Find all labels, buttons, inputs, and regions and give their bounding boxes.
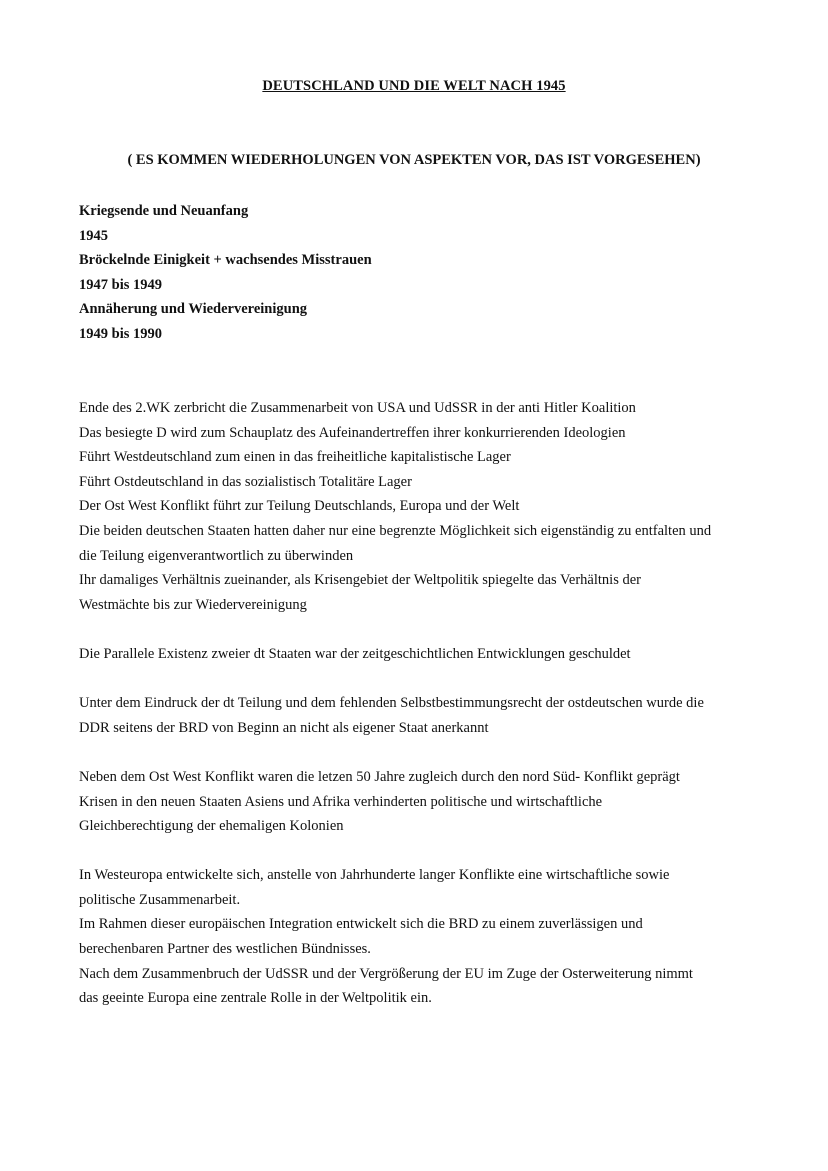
document-title: DEUTSCHLAND UND DIE WELT NACH 1945: [262, 78, 566, 94]
body-text: [79, 396, 779, 1035]
text-line: Der Ost West Konflikt führt zur Teilung Deutschlands, Europa und der Welt: [79, 498, 520, 515]
period-heading: Kriegsende und Neuanfang: [79, 203, 249, 219]
period-heading: Annäherung und Wiedervereinigung: [79, 301, 308, 318]
paragraph: [79, 642, 779, 667]
document-subtitle: ( ES KOMMEN WIEDERHOLUNGEN VON ASPEKTEN VOR, DAS IST VORGESEHEN): [127, 152, 701, 168]
paragraph: [79, 765, 779, 839]
paragraph: [79, 863, 779, 1011]
text-line: Gleichberechtigung der ehemaligen Kolonien: [79, 818, 344, 835]
text-line: berechenbaren Partner des westlichen Bündnisses.: [79, 941, 371, 958]
period-heading: Bröckelnde Einigkeit + wachsendes Misstrauen: [79, 252, 372, 269]
text-line: Die Parallele Existenz zweier dt Staaten war der zeitgeschichtlichen Entwicklungen geschuldet: [79, 645, 631, 662]
period-date: 1945: [79, 227, 108, 244]
text-line: DDR seitens der BRD von Beginn an nicht als eigener Staat anerkannt: [79, 719, 489, 736]
text-line: Die beiden deutschen Staaten hatten daher nur eine begrenzte Möglichkeit sich eigenständig zu entfalten und: [79, 522, 712, 539]
text-line: Unter dem Eindruck der dt Teilung und dem fehlenden Selbstbestimmungsrecht der ostdeutschen wurde die: [79, 695, 704, 712]
period-list: [79, 199, 779, 347]
text-line: Neben dem Ost West Konflikt waren die letzen 50 Jahre zugleich durch den nord Süd- Konflikt geprägt: [79, 768, 680, 785]
text-line: Führt Ostdeutschland in das sozialistisch Totalitäre Lager: [79, 473, 412, 490]
text-line: Das besiegte D wird zum Schauplatz des Aufeinandertreffen ihrer konkurrierenden Ideologien: [79, 424, 626, 441]
text-line: politische Zusammenarbeit.: [79, 891, 241, 908]
text-line: Im Rahmen dieser europäischen Integration entwickelt sich die BRD zu einem zuverlässigen und: [79, 916, 643, 933]
period-date: 1947 bis 1949: [79, 276, 162, 293]
text-line: die Teilung eigenverantwortlich zu überwinden: [79, 547, 354, 564]
text-line: In Westeuropa entwickelte sich, anstelle von Jahrhunderte langer Konflikte eine wirtschaftliche sowie: [79, 867, 670, 884]
text-line: Krisen in den neuen Staaten Asiens und Afrika verhinderten politische und wirtschaftliche: [79, 793, 603, 810]
paragraph: [79, 691, 779, 740]
paragraph: [79, 396, 779, 617]
text-line: das geeinte Europa eine zentrale Rolle in der Weltpolitik ein.: [79, 990, 432, 1007]
text-line: Nach dem Zusammenbruch der UdSSR und der Vergrößerung der EU im Zuge der Osterweiterung nimmt: [79, 965, 693, 982]
text-line: Ihr damaliges Verhältnis zueinander, als Krisengebiet der Weltpolitik spiegelte das Verhältnis der: [79, 572, 641, 589]
period-date: 1949 bis 1990: [79, 325, 162, 342]
text-line: Westmächte bis zur Wiedervereinigung: [79, 596, 307, 613]
text-line: Ende des 2.WK zerbricht die Zusammenarbeit von USA und UdSSR in der anti Hitler Koalition: [79, 400, 636, 416]
text-line: Führt Westdeutschland zum einen in das freiheitliche kapitalistische Lager: [79, 449, 511, 466]
